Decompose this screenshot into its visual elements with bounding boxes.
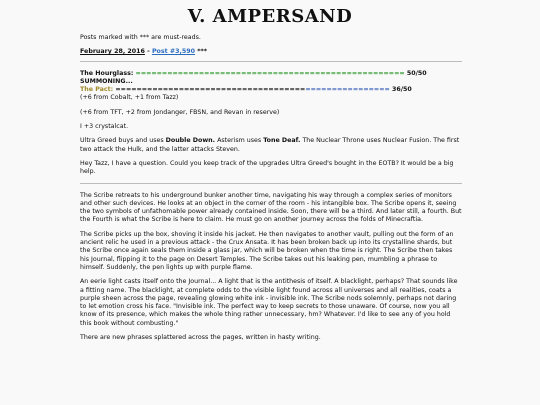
post-date: February 28, 2016 <box>80 48 145 56</box>
summoning-status: SUMMONING... <box>80 77 133 85</box>
must-read-note: Posts marked with *** are must-reads. <box>80 34 201 41</box>
battle-text: Asterism uses <box>215 137 264 145</box>
crystalcat-line: I +3 crystalcat. <box>80 123 129 131</box>
hourglass-label: The Hourglass: <box>80 69 134 77</box>
hourglass-value: 50/50 <box>404 69 427 77</box>
divider <box>80 61 462 62</box>
reserve-contributions: (+6 from TFT, +2 from Jondanger, FBSN, and Revan in reserve) <box>80 108 280 116</box>
post-content <box>80 34 462 348</box>
page-title: V. AMPERSAND <box>187 6 353 27</box>
hourglass-meter <box>80 70 462 78</box>
story-paragraph-4: There are new phrases splattered across the pages, written in hasty writing. <box>80 334 321 342</box>
move-tone-deaf: Tone Deaf. <box>263 137 301 145</box>
story-paragraph-3: An eerie light casts itself onto the Journal... A light that is the antithesis of itself. A blacklight, perhaps? That sounds like a fitting name. The blacklight, at complete odds to the visible light found across all universes and all realities, coats a purple sheen across the page, revealing glowing white ink - invisible ink. The Scribe nods solemnly, perhaps not daring to let emotion cross his face. "Invisible ink. The perfect way to keep secrets to those unaware. Of course, now you all know of its presence, which makes the whole thing rather unnecessary, hm? Whatever. I'd like to see any of you hold this book without combusting." <box>80 278 458 327</box>
move-double-down: Double Down. <box>165 137 216 145</box>
pact-meter <box>80 86 462 94</box>
pact-bar-filled: ==================================== <box>113 86 306 94</box>
divider <box>80 183 462 184</box>
post-link[interactable]: Post #3,590 <box>151 48 196 56</box>
story-paragraph-2: The Scribe picks up the box, shoving it inside his jacket. He then navigates to another vault, pulling out the form of an ancient relic he used in a previous attack - the Crux Ansata. It has been broken back up into its crystalline shards, but the Scribe once again seals them inside a glass jar, which will be broken when the time is right. The Scribe then takes his Journal, flipping it to the page on Desert Temples. The Scribe takes out his leaking pen, mumbling a phrase to himself. Suddenly, the pen lights up with purple flame. <box>80 230 454 271</box>
battle-text: Ultra Greed buys and uses <box>80 137 166 145</box>
post-separator: - <box>144 48 152 56</box>
pact-bar-remaining: ================ <box>305 86 390 94</box>
battle-actions <box>80 137 462 154</box>
question-paragraph: Hey Tazz, I have a question. Could you keep track of the upgrades Ultra Greed's bought in the EOTB? It would be a big help. <box>80 159 454 176</box>
story-paragraph-1: The Scribe retreats to his underground bunker another time, navigating his way through a complex series of monitors and other such devices. He looks at an object in the corner of the room - his intangible box. The Scribe opens it, seeing the two symbols of unfathomable power already contained inside. Soon, there will be a third. And later still, a fourth. But the Fourth is what the Scribe is here to claim. He must go on another journey across the folds of Minecraftia. <box>80 191 462 224</box>
pact-contributions: (+6 from Cobalt, +1 from Tazz) <box>80 94 179 102</box>
post-header <box>80 48 462 56</box>
battle-text: The Nuclear Throne uses Nuclear Fusion. The first two attack the Hulk, and the latter attacks Steven. <box>80 137 460 153</box>
pact-value: 36/50 <box>389 86 412 94</box>
pact-label: The Pact: <box>80 86 114 94</box>
post-stars: *** <box>195 48 208 56</box>
hourglass-bar: =================================================== <box>133 69 405 77</box>
